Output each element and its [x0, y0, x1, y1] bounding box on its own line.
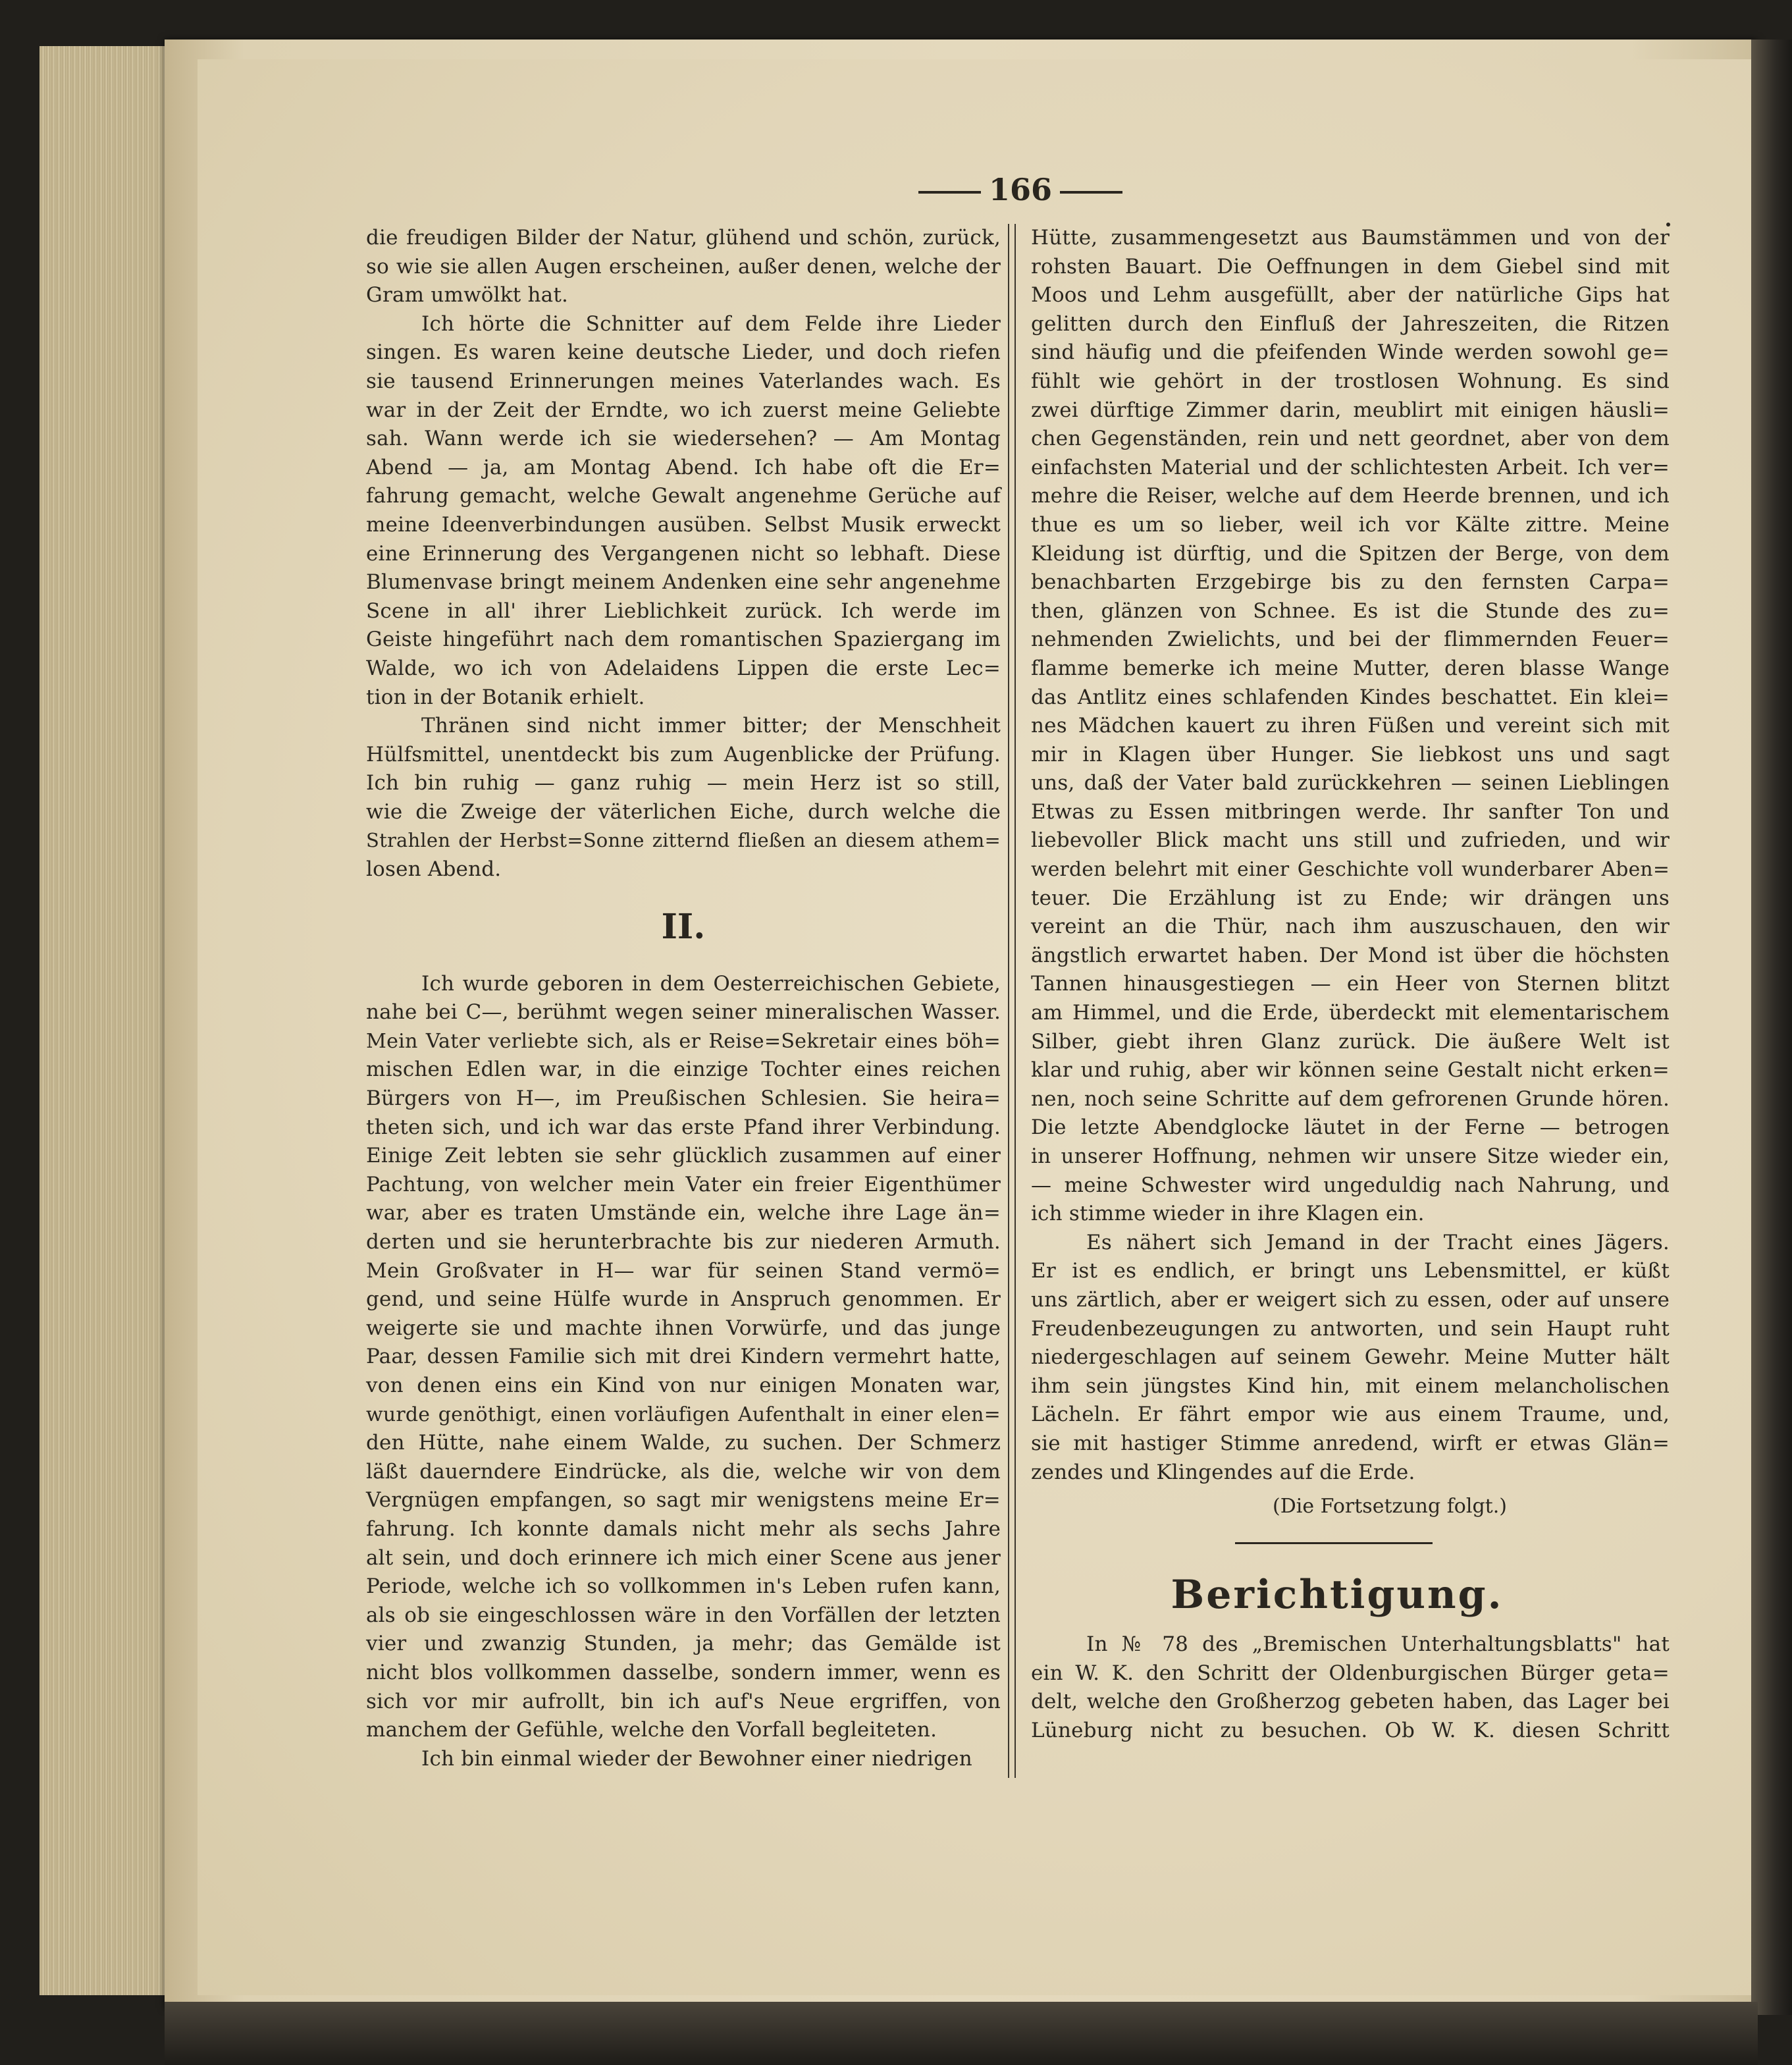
text-line: ein W. K. den Schritt der Oldenburgischen Bürger geta=	[1031, 1661, 1670, 1685]
text-line: singen. Es waren keine deutsche Lieder, und doch riefen	[366, 340, 1001, 365]
right-column	[1031, 224, 1670, 1746]
text-line: teuer. Die Erzählung ist zu Ende; wir drängen uns	[1031, 886, 1670, 910]
text-line: Scene in all' ihrer Lieblichkeit zurück. Ich werde im	[366, 599, 1001, 623]
text-line: Geiste hingeführt nach dem romantischen Spaziergang im	[366, 628, 1001, 652]
text-line: sich vor mir aufrollt, bin ich auf's Neue ergriffen, von	[366, 1689, 1001, 1713]
text-line: von denen eins ein Kind von nur einigen Monaten war,	[366, 1373, 1001, 1397]
text-line: in unserer Hoffnung, nehmen wir unsere Sitze wieder ein,	[1031, 1144, 1670, 1168]
text-line: Blumenvase bringt meinem Andenken eine sehr angenehme	[366, 570, 1001, 595]
text-line: fahrung. Ich konnte damals nicht mehr als sechs Jahre	[366, 1516, 1001, 1541]
text-line: klar und ruhig, aber wir können seine Gestalt nicht erken=	[1031, 1058, 1670, 1083]
left-text-block-2	[366, 970, 1001, 1774]
page-number: 166	[988, 172, 1053, 207]
text-line: Mein Vater verliebte sich, als er Reise=Sekretair eines böh=	[366, 1029, 1001, 1053]
text-line: Periode, welche ich so vollkommen in's Leben rufen kann,	[366, 1574, 1001, 1599]
text-line: theten sich, und ich war das erste Pfand ihrer Verbindung.	[366, 1115, 1001, 1139]
text-line: then, glänzen von Schnee. Es ist die Stunde des zu=	[1031, 599, 1670, 623]
left-column	[366, 224, 1001, 1773]
text-line: Walde, wo ich von Adelaidens Lippen die erste Lec=	[366, 656, 1001, 680]
text-line: Ich bin einmal wieder der Bewohner einer niedrigen	[421, 1746, 972, 1771]
text-line: rohsten Bauart. Die Oeffnungen in dem Giebel sind mit	[1031, 254, 1670, 279]
text-line: Hütte, zusammengesetzt aus Baumstämmen und von der	[1031, 226, 1670, 250]
correction-heading: Berichtigung.	[1171, 1572, 1504, 1619]
text-line: Mein Großvater in H— war für seinen Stand vermö=	[366, 1258, 1001, 1283]
text-line: derten und sie herunterbrachte bis zur niederen Armuth.	[366, 1230, 1001, 1254]
right-text-block-2	[1031, 1630, 1670, 1745]
section-heading: II.	[661, 906, 706, 947]
text-line: Thränen sind nicht immer bitter; der Menschheit	[421, 714, 1001, 738]
text-line: werden belehrt mit einer Geschichte voll wunderbarer Aben=	[1031, 858, 1670, 882]
continuation-note: (Die Fortsetzung folgt.)	[1273, 1495, 1507, 1518]
text-line: ihm sein jüngstes Kind hin, mit einem melancholischen	[1031, 1374, 1670, 1398]
text-line: Lüneburg nicht zu besuchen. Ob W. K. diesen Schritt	[1031, 1718, 1670, 1742]
text-line: nes Mädchen kauert zu ihren Füßen und vereint sich mit	[1031, 714, 1670, 738]
text-line: Silber, giebt ihren Glanz zurück. Die äußere Welt ist	[1031, 1029, 1670, 1054]
text-line: nen, noch seine Schritte auf dem gefrorenen Grunde hören.	[1031, 1086, 1670, 1111]
page-edges	[40, 46, 171, 1995]
text-line: delt, welche den Großherzog gebeten haben, das Lager bei	[1031, 1690, 1670, 1714]
page-number-header	[909, 173, 1132, 207]
text-line: wie die Zweige der väterlichen Eiche, durch welche die	[366, 799, 1001, 824]
text-line: Er ist es endlich, er bringt uns Lebensmittel, er küßt	[1031, 1259, 1670, 1283]
text-line: zwei dürftige Zimmer darin, meublirt mit einigen häusli=	[1031, 398, 1670, 422]
text-line: Strahlen der Herbst=Sonne zitternd fließen an diesem athem=	[366, 829, 1001, 852]
text-line: so wie sie allen Augen erscheinen, außer denen, welche der	[366, 254, 1001, 279]
text-line: war in der Zeit der Erndte, wo ich zuerst meine Geliebte	[366, 398, 1001, 422]
text-line: gelitten durch den Einfluß der Jahreszeiten, die Ritzen	[1031, 311, 1670, 336]
text-line: sie mit hastiger Stimme anredend, wirft er etwas Glän=	[1031, 1431, 1670, 1455]
text-line: Tannen hinausgestiegen — ein Heer von Sternen blitzt	[1031, 972, 1670, 996]
text-line: — meine Schwester wird ungeduldig nach Nahrung, und	[1031, 1173, 1670, 1197]
text-line: gend, und seine Hülfe wurde in Anspruch genommen. Er	[366, 1287, 1001, 1312]
text-line: flamme bemerke ich meine Mutter, deren blasse Wange	[1031, 656, 1670, 680]
text-line: alt sein, und doch erinnere ich mich einer Scene aus jener	[366, 1545, 1001, 1570]
text-line: sie tausend Erinnerungen meines Vaterlandes wach. Es	[366, 369, 1001, 393]
text-line: nicht blos vollkommen dasselbe, sondern immer, wenn es	[366, 1660, 1001, 1684]
separator-rule	[1031, 1526, 1670, 1559]
binding-gutter	[1751, 40, 1792, 2015]
text-line: Ich hörte die Schnitter auf dem Felde ihre Lieder	[421, 311, 1001, 336]
left-text-block-1	[366, 224, 1001, 884]
text-line: weigerte sie und machte ihnen Vorwürfe, und das junge	[366, 1316, 1001, 1340]
text-line: Es nähert sich Jemand in der Tracht eines Jägers.	[1086, 1230, 1670, 1254]
text-line: In № 78 des „Bremischen Unterhaltungsblatts" hat	[1086, 1632, 1670, 1657]
text-line: uns zärtlich, aber er weigert sich zu essen, oder auf unsere	[1031, 1287, 1670, 1312]
text-line: Etwas zu Essen mitbringen werde. Ihr sanfter Ton und	[1031, 799, 1670, 824]
text-line: eine Erinnerung des Vergangenen nicht so lebhaft. Diese	[366, 541, 1001, 566]
text-line: einfachsten Material und der schlichtesten Arbeit. Ich ver=	[1031, 455, 1670, 479]
text-line: vier und zwanzig Stunden, ja mehr; das Gemälde ist	[366, 1632, 1001, 1656]
text-line: manchem der Gefühle, welche den Vorfall begleiteten.	[366, 1718, 937, 1742]
text-line: mischen Edlen war, in die einzige Tochter eines reichen	[366, 1058, 1001, 1082]
text-line: fühlt wie gehört in der trostlosen Wohnung. Es sind	[1031, 369, 1670, 393]
text-line: Ich wurde geboren in dem Oesterreichischen Gebiete,	[421, 971, 1001, 996]
text-line: tion in der Botanik erhielt.	[366, 685, 645, 709]
bottom-shadow	[165, 2002, 1758, 2065]
text-line: ängstlich erwartet haben. Der Mond ist über die höchsten	[1031, 943, 1670, 967]
text-line: als ob sie eingeschlossen wäre in den Vorfällen der letzten	[366, 1603, 1001, 1627]
text-line: sind häufig und die pfeifenden Winde werden sowohl ge=	[1031, 340, 1670, 365]
text-line: ich stimme wieder in ihre Klagen ein.	[1031, 1202, 1425, 1226]
text-line: läßt dauerndere Eindrücke, als die, welche wir von dem	[366, 1459, 1001, 1484]
text-line: benachbarten Erzgebirge bis zu den fernsten Carpa=	[1031, 570, 1670, 595]
column-divider	[1008, 224, 1016, 1778]
text-line: Ich bin ruhig — ganz ruhig — mein Herz ist so still,	[366, 771, 1001, 795]
text-line: Freudenbezeugungen zu antworten, und sein Haupt ruht	[1031, 1316, 1670, 1341]
text-line: wurde genöthigt, einen vorläufigen Aufenthalt in einer elen=	[366, 1403, 1001, 1426]
text-line: den Hütte, nahe einem Walde, zu suchen. Der Schmerz	[366, 1431, 1001, 1455]
text-line: chen Gegenständen, rein und nett geordnet, aber von dem	[1031, 427, 1670, 451]
text-line: Paar, dessen Familie sich mit drei Kindern vermehrt hatte,	[366, 1345, 1001, 1369]
text-line: Hülfsmittel, unentdeckt bis zum Augenblicke der Prüfung.	[366, 742, 1001, 766]
text-line: sah. Wann werde ich sie wiedersehen? — Am Montag	[366, 427, 1001, 451]
text-line: das Antlitz eines schlafenden Kindes beschattet. Ein klei=	[1031, 685, 1670, 709]
text-line: Abend — ja, am Montag Abend. Ich habe oft die Er=	[366, 455, 1001, 479]
text-line: meine Ideenverbindungen ausüben. Selbst Musik erweckt	[366, 512, 1001, 537]
text-line: vereint an die Thür, nach ihm auszuschauen, den wir	[1031, 915, 1670, 939]
text-line: uns, daß der Vater bald zurückkehren — seinen Lieblingen	[1031, 771, 1670, 795]
text-line: nehmenden Zwielichts, und bei der flimmernden Feuer=	[1031, 628, 1670, 652]
header-rule-right	[1060, 191, 1122, 194]
text-line: am Himmel, und die Erde, überdeckt mit elementarischem	[1031, 1001, 1670, 1025]
text-line: Die letzte Abendglocke läutet in der Ferne — betrogen	[1031, 1115, 1670, 1140]
text-line: mir in Klagen über Hunger. Sie liebkost uns und sagt	[1031, 742, 1670, 766]
right-text-block-1	[1031, 224, 1670, 1487]
text-line: Vergnügen empfangen, so sagt mir wenigstens meine Er=	[366, 1488, 1001, 1513]
text-line: zendes und Klingendes auf die Erde.	[1031, 1460, 1415, 1484]
text-line: liebevoller Blick macht uns still und zufrieden, und wir	[1031, 828, 1670, 853]
text-line: niedergeschlagen auf seinem Gewehr. Meine Mutter hält	[1031, 1345, 1670, 1370]
header-rule-left	[918, 191, 981, 194]
text-line: losen Abend.	[366, 857, 502, 882]
text-line: Einige Zeit lebten sie sehr glücklich zusammen auf einer	[366, 1144, 1001, 1168]
text-line: fahrung gemacht, welche Gewalt angenehme Gerüche auf	[366, 484, 1001, 508]
text-line: die freudigen Bilder der Natur, glühend und schön, zurück,	[366, 226, 1001, 250]
text-line: Gram umwölkt hat.	[366, 283, 569, 308]
text-line: Pachtung, von welcher mein Vater ein freier Eigenthümer	[366, 1172, 1001, 1196]
text-line: mehre die Reiser, welche auf dem Heerde brennen, und ich	[1031, 484, 1670, 508]
text-line: thue es um so lieber, weil ich vor Kälte zittre. Meine	[1031, 512, 1670, 537]
text-line: war, aber es traten Umstände ein, welche ihre Lage än=	[366, 1201, 1001, 1225]
text-line: Lächeln. Er fährt empor wie aus einem Traume, und,	[1031, 1403, 1670, 1427]
text-line: Kleidung ist dürftig, und die Spitzen der Berge, von dem	[1031, 541, 1670, 566]
text-line: nahe bei C—, berühmt wegen seiner mineralischen Wasser.	[366, 1000, 1001, 1025]
text-line: Moos und Lehm ausgefüllt, aber der natürliche Gips hat	[1031, 283, 1670, 308]
text-line: Bürgers von H—, im Preußischen Schlesien. Sie heira=	[366, 1086, 1001, 1111]
